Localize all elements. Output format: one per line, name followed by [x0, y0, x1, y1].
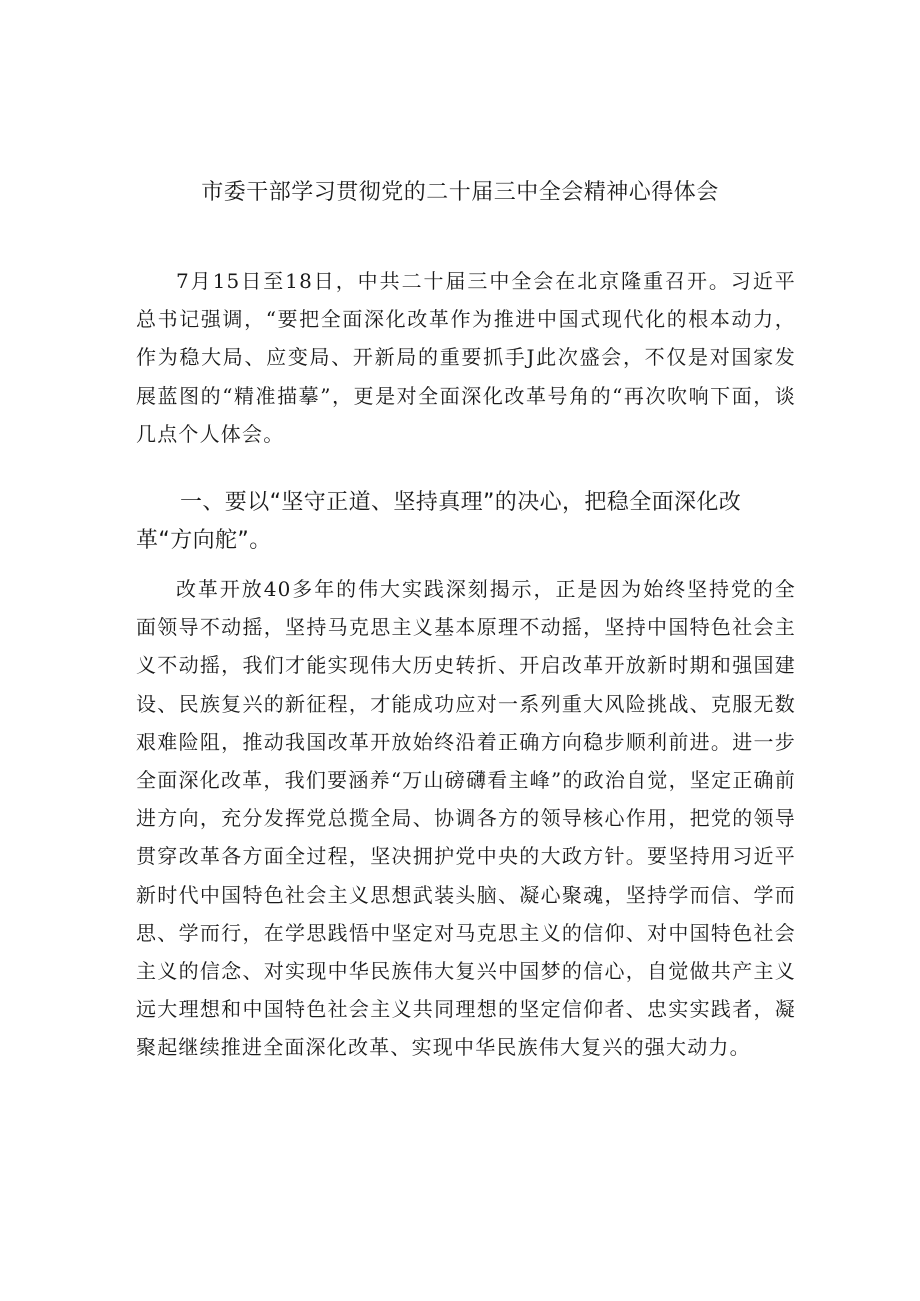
- section-heading: 一、要以“坚守正道、坚持真理”的决心，把稳全面深化改革“方向舵”。: [136, 490, 742, 553]
- intro-paragraph: 7月15日至18日，中共二十届三中全会在北京隆重召开。习近平总书记强调，“要把全面深化改革作为推进中国式现代化的根本动力，作为稳大局、应变局、开新局的重要抓手J此次盛会，不仅是对国家发展蓝图的“精准描摹”，更是对全面深化改革号角的“再次吹响下面，谈几点个人体会。: [136, 269, 796, 446]
- document-title: 市委干部学习贯彻党的二十届三中全会精神心得体会: [201, 180, 719, 205]
- section-body-paragraph: 改革开放40多年的伟大实践深刻揭示，正是因为始终坚持党的全面领导不动摇，坚持马克思主义基本原理不动摇，坚持中国特色社会主义不动摇，我们才能实现伟大历史转折、开启改革开放新时期和强国建设、民族复兴的新征程，才能成功应对一系列重大风险挑战、克服无数艰难险阻，推动我国改革开放始终沿着正确方向稳步顺利前进。进一步全面深化改革，我们要涵养“万山磅礴看主峰”的政治自觉，坚定正确前进方向，充分发挥党总揽全局、协调各方的领导核心作用，把党的领导贯穿改革各方面全过程，坚决拥护党中央的大政方针。要坚持用习近平新时代中国特色社会主义思想武装头脑、凝心聚魂，坚持学而信、学而思、学而行，在学思践悟中坚定对马克思主义的信仰、对中国特色社会主义的信念、对实现中华民族伟大复兴中国梦的信心，自觉做共产主义远大理想和中国特色社会主义共同理想的坚定信仰者、忠实实践者，凝聚起继续推进全面深化改革、实现中华民族伟大复兴的强大动力。: [136, 577, 796, 1060]
